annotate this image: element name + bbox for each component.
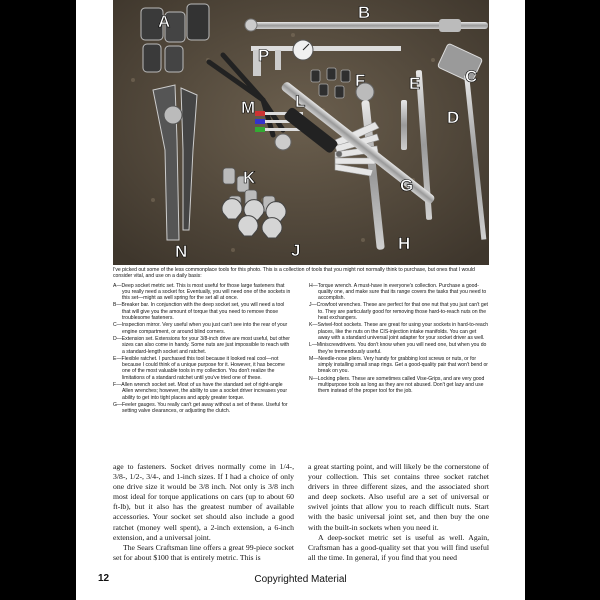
label-h: H [398,234,411,253]
label-l: L [295,92,306,111]
caption-item-a: A—Deep socket metric set. This is most useful for those large fasteners that you really need a socket for. Eventually, you will need one of the sockets in this set—might as well spring for the set all at once. [113,282,291,302]
tools-photo [113,0,489,265]
photo-caption [113,267,489,416]
caption-item-f: F—Allen wrench socket set. Most of us have the standard set of right-angle Allen wrenches; however, the ability to use a socket driver increases your ability to get into tight places and apply greater torque. [113,382,288,401]
caption-item-j: J—Crowfoot wrenches. These are perfect for that one nut that you just can't get to. They are particularly good for removing those hard-to-reach nuts on the heat exchangers. [309,302,488,322]
label-d: D [447,108,460,127]
body-paragraph: The Sears Craftsman line offers a great 99-piece socket set for about $100 that is entirely metric. This is [113,542,294,562]
caption-column-right [309,283,489,416]
label-c: C [465,67,478,86]
caption-item-m: M—Needle-nose pliers. Very handy for grabbing lost screws or nuts, or for simply installing small snap rings. Get a good-quality pair that won't bend or break on you. [309,355,489,375]
caption-column-left [113,283,293,416]
label-n: N [175,242,188,261]
copyright-watermark: Copyrighted Material [254,574,347,585]
label-b: B [358,3,371,22]
label-f: F [355,71,366,90]
page-number: 12 [98,573,110,584]
label-g: G [400,176,414,195]
caption-item-b: B—Breaker bar. In conjunction with the deep socket set, you will need a tool that will give you the amount of torque that you need to remove those troublesome fasteners. [113,302,285,322]
caption-item-k: K—Swivel-foot sockets. These are great for using your sockets in hard-to-reach places, like the nuts on the CIS-injection intake manifolds. You can get away with a standard universal joint adapter for your socket driver as well. [309,322,489,341]
body-paragraph: a great starting point, and will likely be the cornerstone of your collection. This set contains three socket ratchet drivers in three different sizes, and the associated short and deep sockets. Also useful are a set of universal or swivel joints that allow you to reach difficult nuts. Start with the basic universal joint set, and then buy the one with the built-in sockets when you need it. [308,462,489,532]
body-paragraph: A deep-socket metric set is useful as well. Again, Craftsman has a good-quality set that you will find useful all the time. In general, if you find that you need [308,532,489,562]
body-paragraph: age to fasteners. Socket drives normally come in 1/4-, 3/8-, 1/2-, 3/4-, and 1-inch sizes. If I had a choice of only one drive size it would be 3/8 inch. Not only is 3/8 inch most ideal for torque applications on cars (up to about 60 ft-lb), but it also has the greatest number of available accessories. Your socket set should also include a good ratchet (money well spent), a 2-inch extension, a 6-inch extension, and a universal joint. [113,462,294,542]
label-a: A [158,12,171,31]
caption-item-h: H—Torque wrench. A must-have in everyone's collection. Purchase a good-quality one, and make sure that its range covers the tasks that you need to accomplish. [309,282,487,302]
body-column-right [308,462,489,563]
caption-item-d: D—Extension set. Extensions for your 3/8-inch drive are most useful, but other sizes can also come in handy. Some nuts are just impossible to reach with a standard-length socket and ratchet. [113,335,290,355]
label-j: J [291,241,301,260]
caption-item-g: G—Feeler gauges. You really can't get away without a set of these. Useful for setting valve clearances, or adjusting the clutch. [113,401,288,415]
label-m: M [241,98,256,117]
book-page [76,0,525,600]
label-p: P [258,46,270,65]
caption-item-n: N—Locking pliers. These are sometimes called Vise-Grips, and are very good multipurpose tools as long as they are not abused. Don't get lazy and use them instead of the proper tool for the job. [309,375,485,395]
caption-columns [113,283,489,416]
body-column-left [113,462,294,563]
label-k: K [243,168,256,187]
caption-intro: I've picked out some of the less commonplace tools for this photo. This is a collection of tools that you might not normally think to purchase, but ones that I would consider vital, and use on a daily basis: [113,267,475,280]
caption-item-c: C—Inspection mirror. Very useful when you just can't see into the rear of your engine compartment, or around blind corners. [113,322,288,335]
caption-item-l: L—Miniscrewdrivers. You don't know when you will need one, but when you do they're tremendously useful. [309,342,487,355]
body-text [113,462,489,563]
tools-photo-image [113,0,489,265]
caption-item-e: E—Flexible ratchet. I purchased this tool because it looked real cool—not because I could think of a unique purpose for it. However, it has become one of the most valuable tools in my collection. You don't realize the limitations of a standard ratchet until you've tried one of these. [113,355,285,381]
label-e: E [409,74,421,93]
